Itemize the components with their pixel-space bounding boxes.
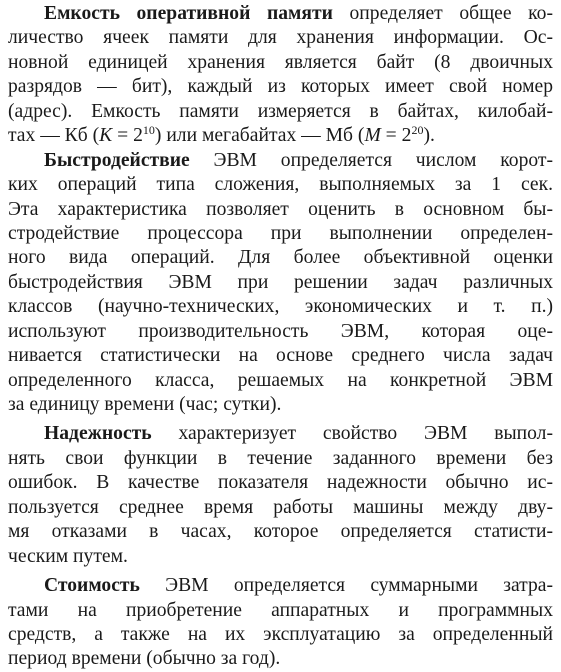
text-line: классов (научно-технических, экономических и т. п.) [8, 296, 553, 318]
text-line: разрядов — бит), каждый из которых имеет свой номер [8, 76, 553, 98]
text-line: тами на приобретение аппаратных и программных [8, 599, 553, 621]
term-cost: Стоимость [44, 575, 140, 597]
text-line: стродействие процессора при выполнении определен- [8, 222, 553, 244]
text-line: Стоимость ЭВМ определяется суммарными затра- [44, 575, 553, 597]
term-reliability: Надежность [44, 423, 152, 445]
paragraph-cost [8, 574, 553, 672]
text-line: период времени (обычно за год). [8, 648, 281, 670]
text-line: ошибок. В качестве показателя надежности обычно ис- [8, 472, 553, 494]
text-line: ких операций типа сложения, выполняемых за 1 сек. [8, 174, 553, 196]
formula-line: тах — Кб $(K = 2^{10})$ или мегабайтах — Мб $(M = 2^{20})$. [8, 123, 435, 147]
text-line: Емкость оперативной памяти определяет общее ко- [44, 3, 553, 24]
var-m: M [364, 125, 381, 147]
term-memory-capacity: Емкость оперативной памяти [44, 3, 333, 24]
text-line: быстродействия ЭВМ при решении задач различных [8, 271, 553, 293]
text-line: средств, а также на их эксплуатацию за определенный [8, 623, 553, 645]
text-line: определенного класса, решаемых на конкретной ЭВМ [8, 369, 553, 391]
text-line: личество ячеек памяти для хранения информации. Ос- [8, 27, 553, 49]
exponent-10: 10 [142, 123, 155, 138]
text-line: Быстродействие ЭВМ определяется числом корот- [44, 149, 553, 171]
text-line: мя отказами в часах, которое определяется статисти- [8, 521, 553, 543]
term-performance: Быстродействие [44, 149, 190, 171]
text-line: Эта характеристика позволяет оценить в основном бы- [8, 198, 553, 220]
var-k: K [99, 125, 113, 147]
text-line: нять свои функции в течение заданного времени без [8, 447, 553, 469]
text-line: ческим путем. [8, 545, 128, 567]
exponent-20: 20 [411, 123, 424, 138]
text-line: (адрес). Емкость памяти измеряется в байтах, килобай- [8, 100, 553, 122]
text-line: ного вида операций. Для более объективной оценки [8, 247, 553, 269]
text-line: Надежность характеризует свойство ЭВМ выпол- [44, 423, 553, 445]
paragraph-reliability [8, 422, 553, 569]
paragraph-memory-capacity [8, 2, 553, 149]
text-line: используют производительность ЭВМ, которая оце- [8, 320, 553, 342]
text-line: за единицу времени (час; сутки). [8, 394, 282, 415]
text-line: новной единицей хранения является байт (8 двоичных [8, 51, 553, 73]
text-line: пользуется среднее время работы машины между дву- [8, 496, 553, 518]
text-line: нивается статистически на основе среднего числа задач [8, 345, 553, 367]
paragraph-performance [8, 149, 553, 418]
